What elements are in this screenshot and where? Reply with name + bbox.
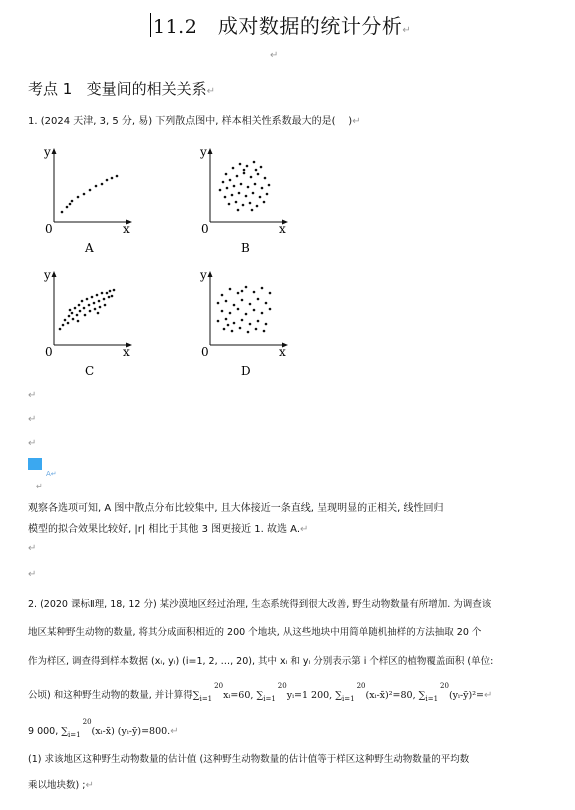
sigma-symbol: ∑ (192, 690, 200, 702)
paragraph-mark: ↵ (36, 482, 43, 491)
title-text: 成对数据的统计分析 (217, 14, 403, 38)
sum-upper-limit: 20 (277, 682, 287, 690)
sub1-text: 乘以地块数) ; (28, 780, 86, 791)
sum-x-value: xᵢ=60, (223, 690, 254, 702)
paragraph-mark: ↵ (300, 524, 309, 535)
paragraph-mark: ↵ (85, 780, 94, 791)
question-2-line-5 (28, 718, 179, 741)
question-1-text: 1. (2024 天津, 3, 5 分, 易) 下列散点图中, 样本相关性系数最大的是( (28, 116, 336, 127)
paragraph-mark: ↵ (28, 414, 37, 425)
y-axis-label: y (200, 145, 207, 159)
text-cursor (150, 13, 151, 37)
question-1-stem (28, 116, 361, 128)
selected-anchor-block[interactable] (28, 458, 42, 470)
y-axis-label: y (44, 145, 51, 159)
sigma-symbol: ∑ (61, 726, 69, 738)
paragraph-mark: ↵ (28, 438, 37, 449)
plot-b-label: B (241, 241, 250, 255)
question-2-sub1-line-1: (1) 求该地区这种野生动物数量的估计值 (这种野生动物数量的估计值等于样区这种野生动物数量的平均数 (28, 754, 470, 765)
sigma-symbol: ∑ (418, 690, 426, 702)
analysis-line-1: 观察各选项可知, A 图中散点分布比较集中, 且大体接近一条直线, 呈现明显的正相关, 线性回归 (28, 503, 444, 514)
scatter-plot-c (43, 268, 132, 378)
question-1-bracket: ) (348, 116, 353, 127)
paragraph-mark: ↵ (484, 690, 493, 702)
sum-yy (418, 682, 484, 704)
origin-label: 0 (45, 222, 53, 236)
scatter-plot-a (43, 145, 132, 255)
paragraph-mark: ↵ (206, 86, 216, 97)
x-axis-label: x (123, 222, 130, 236)
analysis-text: 模型的拟合效果比较好, |r| 相比于其他 3 图更接近 1. 故选 A. (28, 524, 301, 535)
origin-label: 0 (45, 345, 53, 359)
sum-xy (61, 718, 171, 740)
sigma-symbol: ∑ (256, 690, 264, 702)
sum-yy-value: (yᵢ-ȳ)²= (448, 690, 484, 702)
sum-lower-limit: i=1 (68, 731, 81, 740)
question-2-sub1-line-2 (28, 780, 94, 792)
title-number: 11.2 (153, 16, 198, 38)
scatter-points (217, 286, 272, 334)
y-axis-label: y (44, 268, 51, 282)
scatter-points (219, 161, 271, 212)
anchor-mark: A↵ (46, 470, 57, 478)
paragraph-mark: ↵ (28, 390, 37, 401)
y-axis-label: y (200, 268, 207, 282)
scatter-plot-b (199, 145, 288, 255)
plot-d-label: D (241, 364, 251, 378)
sum-lower-limit: i=1 (199, 695, 213, 704)
sum-xy-value: (xᵢ-x̄) (yᵢ-ȳ)=800. (91, 726, 171, 738)
paragraph-mark: ↵ (402, 25, 412, 36)
sum-x (192, 682, 254, 704)
paragraph-mark: ↵ (352, 116, 361, 127)
section-heading (28, 78, 215, 99)
plot-c-label: C (85, 364, 95, 378)
scatter-plot-d (199, 268, 288, 378)
sum-xx (335, 682, 416, 704)
section-text: 变量间的相关关系 (86, 80, 207, 98)
question-2-line-2: 地区某种野生动物的数量, 将其分成面积相近的 200 个地块, 从这些地块中用简单随机抽样的方法抽取 20 个 (28, 627, 482, 638)
sum-lower-limit: i=1 (263, 695, 276, 704)
sum-xx-value: (xᵢ-x̄)²=80, (365, 690, 416, 702)
x-axis-label: x (123, 345, 130, 359)
paragraph-mark: ↵ (270, 50, 279, 61)
sum-y-value: yᵢ=1 200, (286, 690, 333, 702)
analysis-line-2 (28, 524, 308, 536)
scatter-points (59, 289, 116, 331)
page-title (150, 10, 411, 39)
paragraph-mark: ↵ (28, 569, 37, 580)
plot-a-label: A (85, 241, 94, 255)
scatter-points (61, 175, 119, 214)
sum-upper-limit: 20 (440, 682, 449, 690)
line-5-text: 9 000, (28, 726, 59, 738)
sigma-symbol: ∑ (335, 690, 343, 702)
sum-lower-limit: i=1 (425, 695, 439, 704)
sum-y (256, 682, 333, 704)
question-2-line-3: 作为样区, 调查得到样本数据 (xᵢ, yᵢ) (i=1, 2, …, 20), 其中 xᵢ 和 yᵢ 分别表示第 i 个样区的植物覆盖面积 (单位: (28, 656, 494, 667)
question-2-line-4 (28, 682, 493, 705)
section-label: 考点 1 (28, 80, 73, 98)
sum-upper-limit: 20 (214, 682, 224, 690)
paragraph-mark: ↵ (170, 726, 179, 738)
sum-upper-limit: 20 (356, 682, 366, 690)
line-4-text: 公顷) 和这种野生动物的数量, 并计算得 (28, 690, 193, 702)
origin-label: 0 (201, 345, 209, 359)
x-axis-label: x (279, 222, 286, 236)
scatter-plots-figure (40, 140, 310, 380)
sum-upper-limit: 20 (82, 718, 92, 726)
question-2-line-1: 2. (2020 课标Ⅱ理, 18, 12 分) 某沙漠地区经过治理, 生态系统得到很大改善, 野生动物数量有所增加. 为调查该 (28, 599, 492, 610)
origin-label: 0 (201, 222, 209, 236)
x-axis-label: x (279, 345, 286, 359)
sum-lower-limit: i=1 (342, 695, 355, 704)
paragraph-mark: ↵ (28, 543, 37, 554)
